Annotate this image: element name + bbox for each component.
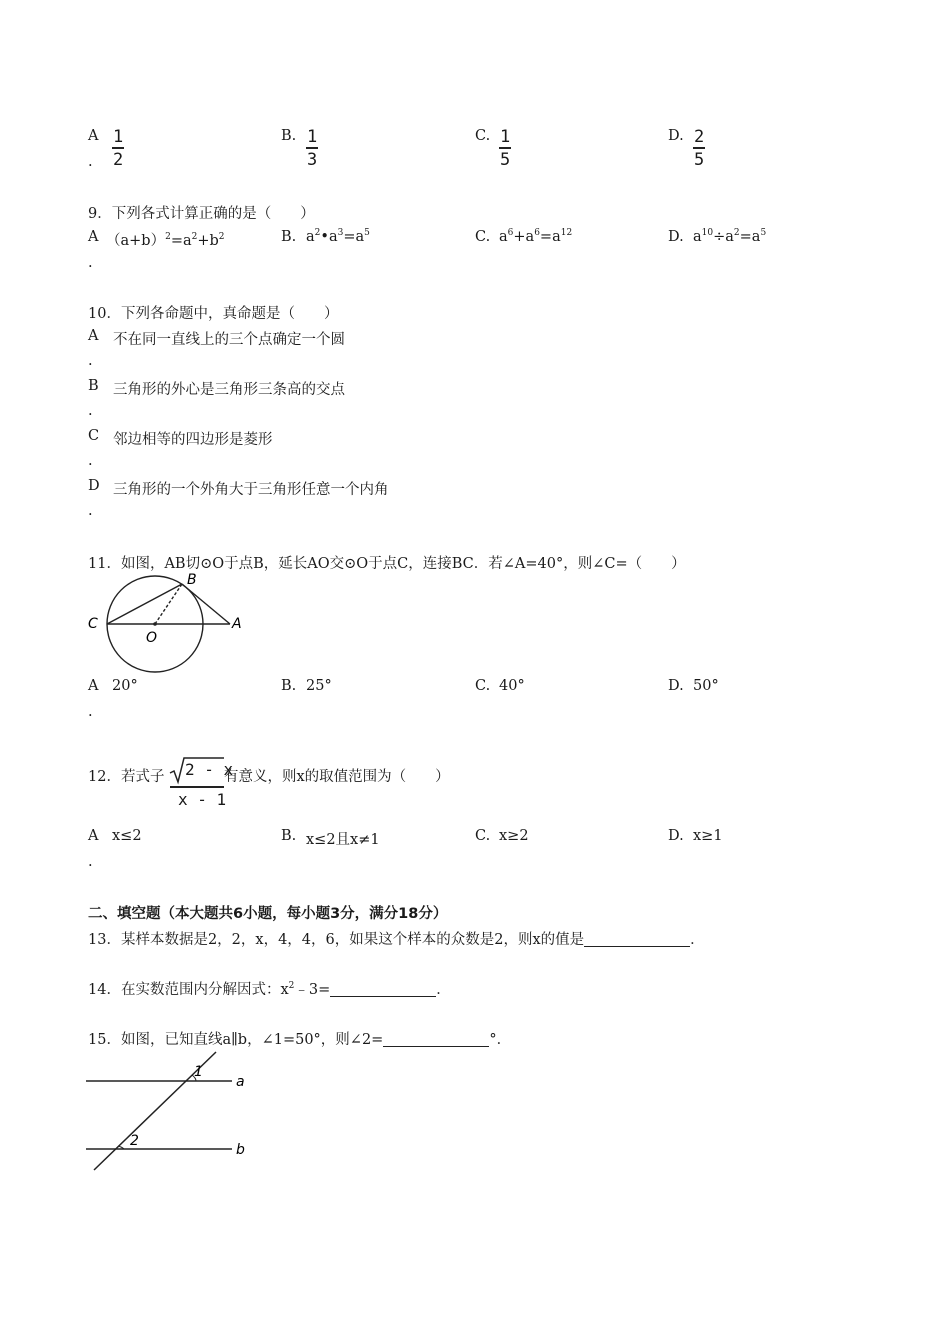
- q11-option-b-label: B.: [281, 678, 297, 694]
- q8-option-a-dot: .: [88, 154, 93, 170]
- q12-radical-expression: [168, 755, 234, 811]
- q12-fraction-bar: [170, 786, 224, 788]
- line-ob-dashed: [155, 584, 182, 624]
- q12-option-b-text: x≤2且x≠1: [306, 832, 380, 848]
- q8-option-b-label: B.: [281, 128, 297, 144]
- fraction-denominator: 3: [307, 150, 318, 170]
- fraction-denominator: 5: [694, 150, 705, 170]
- label-o: O: [146, 630, 158, 646]
- q13-end: ．: [690, 932, 705, 948]
- q12-option-a-text: x≤2: [112, 828, 142, 844]
- q10-option-d-dot: .: [88, 503, 93, 519]
- q10-option-c-text: 邻边相等的四边形是菱形: [113, 432, 273, 448]
- q11-option-a-dot: .: [88, 704, 93, 720]
- q13-line: [88, 928, 705, 949]
- q12-stem-post: 有意义，则x的取值范围为（ ）: [224, 769, 450, 785]
- q11-circle-figure: [84, 570, 254, 680]
- q8-option-d-fraction: [693, 128, 705, 169]
- q15-text: 15．如图，已知直线a∥b，∠1=50°，则∠2=: [88, 1032, 384, 1048]
- q11-option-b-text: 25°: [306, 678, 332, 694]
- q15-line: [88, 1028, 511, 1049]
- q10-option-b-dot: .: [88, 403, 93, 419]
- label-angle-2: 2: [130, 1133, 139, 1149]
- q10-option-c-label: C: [88, 428, 100, 444]
- q8-option-c-fraction: [499, 128, 511, 169]
- q11-option-a-label: A: [88, 678, 99, 694]
- q9-option-b-text: $a^2•a^3=a^5$: [306, 228, 370, 245]
- q12-option-a-dot: .: [88, 854, 93, 870]
- label-line-a: a: [236, 1074, 245, 1090]
- q11-stem: 11．如图，AB切⊙O于点B，延长AO交⊙O于点C，连接BC．若∠A=40°，则∠C=（ ）: [88, 556, 686, 572]
- section-2-heading: 二、填空题（本大题共6小题，每小题3分，满分18分）: [88, 906, 448, 922]
- q12-option-d-text: x≥1: [693, 828, 723, 844]
- q10-option-d-text: 三角形的一个外角大于三角形任意一个内角: [113, 482, 389, 498]
- q9-option-d-label: D.: [668, 229, 684, 245]
- fraction-denominator: 5: [500, 150, 511, 170]
- q9-option-d-text: $a^{10}\div a^2=a^5$: [693, 228, 767, 245]
- q9-option-a-text: $(a+b)^2=a^2+b^2$: [106, 232, 225, 249]
- q12-option-c-label: C.: [475, 828, 491, 844]
- line-cb: [107, 584, 182, 624]
- label-a: A: [232, 616, 242, 632]
- fraction-numerator: 1: [307, 127, 318, 147]
- q14-line: [88, 978, 451, 999]
- q13-answer-blank[interactable]: [584, 932, 690, 947]
- q13-text: 13．某样本数据是2，2，x，4，4，6，如果这个样本的众数是2，则x的值是: [88, 932, 585, 948]
- q15-answer-blank[interactable]: [383, 1032, 489, 1047]
- q10-option-b-label: B: [88, 378, 99, 394]
- center-point: [153, 622, 157, 626]
- q9-option-a-dot: .: [88, 255, 93, 271]
- label-b: B: [187, 572, 197, 588]
- q12-radicand: 2 - x: [185, 760, 234, 779]
- q15-end: °．: [489, 1032, 512, 1048]
- q14-end: ．: [436, 982, 451, 998]
- q8-option-a-fraction: [112, 128, 124, 169]
- fraction-bar: [112, 147, 124, 149]
- fraction-bar: [306, 147, 318, 149]
- fraction-numerator: 1: [113, 127, 124, 147]
- fraction-bar: [693, 147, 705, 149]
- q12-option-b-label: B.: [281, 828, 297, 844]
- q10-option-a-text: 不在同一直线上的三个点确定一个圆: [113, 332, 345, 348]
- q11-option-c-text: 40°: [499, 678, 525, 694]
- q12-stem-pre: 12．若式子: [88, 769, 165, 785]
- q9-option-a-label: A: [88, 229, 99, 245]
- q8-option-a-label: A: [88, 128, 99, 144]
- q12-denominator: x - 1: [178, 790, 227, 809]
- q10-option-a-dot: .: [88, 353, 93, 369]
- q9-option-b-label: B.: [281, 229, 297, 245]
- label-angle-1: 1: [194, 1064, 203, 1080]
- q11-option-d-text: 50°: [693, 678, 719, 694]
- q10-stem: 10．下列各命题中，真命题是（ ）: [88, 306, 339, 322]
- label-line-b: b: [236, 1142, 245, 1158]
- q10-option-c-dot: .: [88, 453, 93, 469]
- q11-option-a-text: 20°: [112, 678, 138, 694]
- q14-text: 14．在实数范围内分解因式：x: [88, 982, 289, 998]
- q12-option-a-label: A: [88, 828, 99, 844]
- q10-option-d-label: D: [88, 478, 100, 494]
- q11-option-c-label: C.: [475, 678, 491, 694]
- label-c: C: [88, 616, 98, 632]
- line-ab: [182, 584, 230, 624]
- q12-option-c-text: x≥2: [499, 828, 529, 844]
- q10-option-a-label: A: [88, 328, 99, 344]
- q12-option-d-label: D.: [668, 828, 684, 844]
- q8-option-b-fraction: [306, 128, 318, 169]
- q14-text-post: ﹣3=: [294, 982, 331, 998]
- q9-stem: 9．下列各式计算正确的是（ ）: [88, 206, 315, 222]
- q8-option-d-label: D.: [668, 128, 684, 144]
- fraction-denominator: 2: [113, 150, 124, 170]
- fraction-numerator: 2: [694, 127, 705, 147]
- q14-exponent: 2: [288, 981, 295, 991]
- q14-answer-blank[interactable]: [330, 982, 436, 997]
- q10-option-b-text: 三角形的外心是三角形三条高的交点: [113, 382, 345, 398]
- q11-option-d-label: D.: [668, 678, 684, 694]
- q9-option-c-text: $a^6+a^6=a^{12}$: [499, 228, 573, 245]
- fraction-bar: [499, 147, 511, 149]
- q15-parallel-lines-figure: [84, 1050, 254, 1176]
- fraction-numerator: 1: [500, 127, 511, 147]
- q9-option-c-label: C.: [475, 229, 491, 245]
- q8-option-c-label: C.: [475, 128, 491, 144]
